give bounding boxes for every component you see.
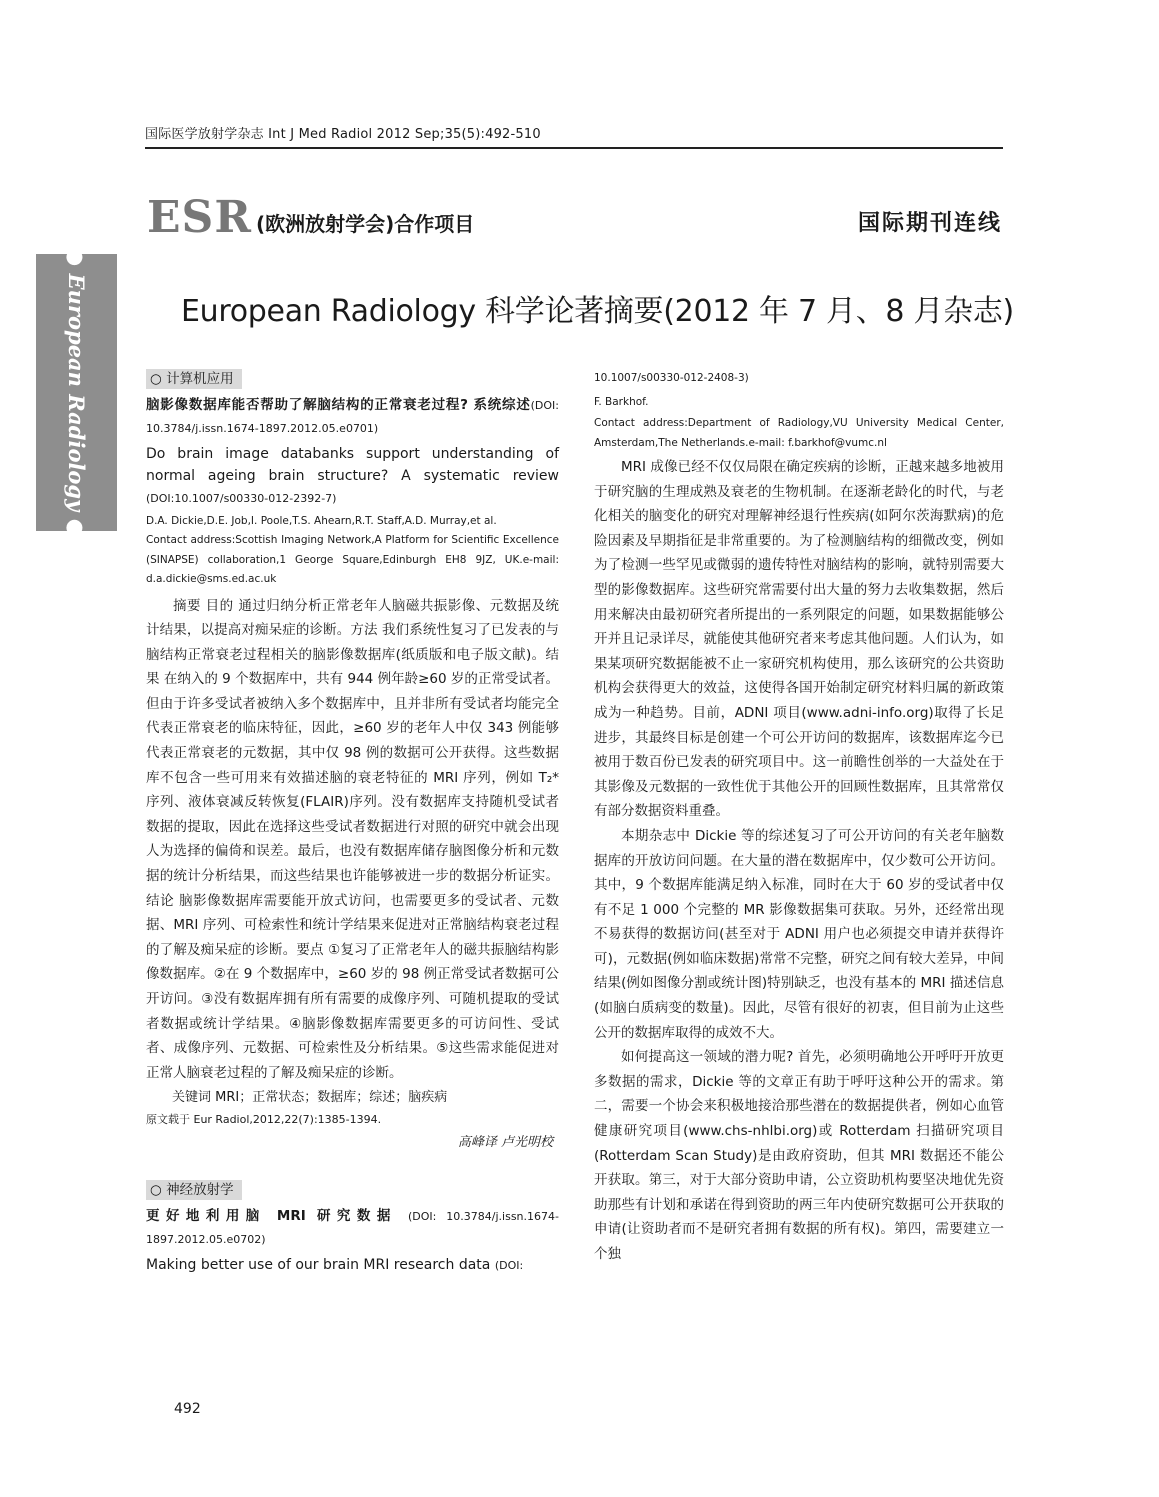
article2-title-en-text: Making better use of our brain MRI research data [146,1257,491,1274]
article1-doi-en: (DOI:10.1007/s00330-012-2392-7) [146,492,337,505]
article1-title-cn-text: 脑影像数据库能否帮助了解脑结构的正常衰老过程? 系统综述 [146,397,531,413]
article1-keywords: 关键词 MRI；正常状态；数据库；综述；脑疾病 [172,1090,448,1106]
article2-title-cn-text: 更好地利用脑 MRI 研究数据 [146,1208,397,1225]
article1-doi-cn: (DOI: 10.3784/j.issn.1674-1897.2012.05.e0701) [146,399,559,435]
page-title: European Radiology 科学论著摘要(2012 年 7 月、8 月杂志) [181,294,1014,329]
header-rule [145,147,1003,149]
article2-title-en [146,1254,559,1277]
article2-doi-cn: (DOI: 10.3784/j.issn.1674-1897.2012.05.e0702) [146,1210,559,1247]
article1-authors: D.A. Dickie,D.E. Job,I. Poole,T.S. Ahearn,R.T. Staff,A.D. Murray,et al. [146,515,497,527]
article2-title-cn [146,1205,559,1251]
side-tab [36,248,117,537]
article1-title-en-text: Do brain image databanks support understanding of normal ageing brain structure? A systematic review [146,446,559,484]
section-label: 国际期刊连线 [857,211,1002,236]
article1-title-cn [146,394,559,440]
journal-header: 国际医学放射学杂志 Int J Med Radiol 2012 Sep;35(5):492-510 [145,127,541,142]
article2-paragraph-3: 如何提高这一领域的潜力呢? 首先，必须明确地公开呼吁开放更多数据的需求，Dickie 等的文章正有助于呼吁这种公开的需求。第二，需要一个协会来积极地接洽那些潜在的数据提供者，例如心血管健康研究项目(www.chs-nhlbi.org)或 Rotterdam 扫描研究项目(Rotterdam Scan Study)是由政府资助，但其 MRI 数据还不能公开获取。第三，对于大部分资助申请，公立资助机构要坚决地优先资助那些有计划和承诺在得到资助的两三年内使研究数据可公开获取的申请(让资助者而不是研究者拥有数据的所有权)。第四，需要建立一个独 [594,1049,1004,1262]
article2-contact: Contact address:Department of Radiology,VU University Medical Center, Amsterdam,The Netherlands.e-mail: f.barkhof@vumc.nl [594,417,1004,449]
esr-logo: ESR [147,192,252,243]
article1-abstract: 摘要 目的 通过归纳分析正常老年人脑磁共振影像、元数据及统计结果，以提高对痴呆症的诊断。方法 我们系统性复习了已发表的与脑结构正常衰老过程相关的脑影像数据库(纸质版和电子版文献)。结果 在纳入的 9 个数据库中，共有 944 例年龄≥60 岁的正常受试者。但由于许多受试者被纳入多个数据库中，且并非所有受试者均能完全代表正常衰老的临床特征，因此，≥60 岁的老年人中仅 343 例能够代表正常衰老的元数据，其中仅 98 例的数据可公开获得。这些数据库不包含一些可用来有效描述脑的衰老特征的 MRI 序列，例如 T₂* 序列、液体衰减反转恢复(FLAIR)序列。没有数据库支持随机受试者数据的提取，因此在选择这些受试者数据进行对照的研究中就会出现人为选择的偏倚和误差。最后，也没有数据库储存脑图像分析和元数据的统计分析结果，而这些结果也许能够被进一步的数据分析证实。结论 脑影像数据库需要能开放式访问，也需要更多的受试者、元数据、MRI 序列、可检索性和统计学结果来促进对正常脑结构衰老过程的了解及痴呆症的诊断。要点 ①复习了正常老年人的磁共振脑结构影像数据库。②在 9 个数据库中，≥60 岁的 98 例正常受试者数据可公开访问。③没有数据库拥有所有需要的成像序列、可随机提取的受试者数据或统计学结果。④脑影像数据库需要更多的可访问性、受试者、成像序列、元数据、可检索性及分析结果。⑤这些需求能促进对正常人脑衰老过程的了解及痴呆症的诊断。 [146,597,559,1081]
article1-source: 原文载于 Eur Radiol,2012,22(7):1385-1394. [146,1113,382,1127]
article2-author: F. Barkhof. [594,396,649,408]
article2-paragraph-1: MRI 成像已经不仅仅局限在确定疾病的诊断，正越来越多地被用于研究脑的生理成熟及衰老的生物机制。在逐渐老龄化的时代，与老化相关的脑变化的研究对理解神经退行性疾病(如阿尔茨海默病)的危险因素及早期指征是非常重要的。为了检测脑结构的细微改变，例如为了检测一些罕见或微弱的遗传特性对脑结构的影响，就特别需要大型的影像数据库。这些研究常需要付出大量的努力去收集数据，然后用来解决由最初研究者所提出的一系列限定的问题，如果数据能够公开并且记录详尽，就能使其他研究者来考虑其他问题。人们认为，如果某项研究数据能被不止一家研究机构使用，那么该研究的公共资助机构会获得更大的效益，这使得各国开始制定研究材料归属的新政策成为一种趋势。目前，ADNI 项目(www.adni-info.org)取得了长足进步，其最终目标是创建一个可公开访问的数据库，该数据库迄今已被用于数百份已发表的研究项目中。这一前瞻性创举的一大益处在于其影像及元数据的一致性优于其他公开的回顾性数据库，且其常常仅有部分数据资料重叠。 [594,459,1004,820]
esr-subtitle: (欧洲放射学会)合作项目 [256,212,475,236]
section-tag-computer: ○ 计算机应用 [146,369,242,389]
section-tag-neuro: ○ 神经放射学 [146,1180,242,1200]
article1-contact: Contact address:Scottish Imaging Network,A Platform for Scientific Excellence (SINAPSE) collaboration,1 George Square,Edinburgh EH8 9JZ, UK.e-mail: d.a.dickie@sms.ed.ac.uk [146,534,559,585]
page-number: 492 [174,1401,201,1417]
article2-doi-en-start: (DOI: [494,1259,524,1273]
right-column [594,368,1004,1267]
article2-doi-en-cont: 10.1007/s00330-012-2408-3) [594,372,749,384]
article2-paragraph-2: 本期杂志中 Dickie 等的综述复习了可公开访问的有关老年脑数据库的开放访问问题。在大量的潜在数据库中，仅少数可公开访问。其中，9 个数据库能满足纳入标准，同时在大于 60 岁的受试者中仅有不足 1 000 个完整的 MR 影像数据集可获取。另外，还经常出现不易获得的数据访问(甚至对于 ADNI 用户也必须提交申请并获得许可)，元数据(例如临床数据)常常不完整，研究之间有较大差异，中间结果(例如图像分割或统计图)特别缺乏，也没有基本的 MRI 描述信息(如脑白质病变的数量)。因此，尽管有很好的初衷，但目前为止这些公开的数据库取得的成效不大。 [594,827,1004,1041]
article1-title-en [146,443,559,510]
article1-translator: 高峰译 卢光明校 [457,1135,553,1151]
side-tab-label: ● European Radiology ● [64,248,89,537]
left-column [146,368,559,1277]
